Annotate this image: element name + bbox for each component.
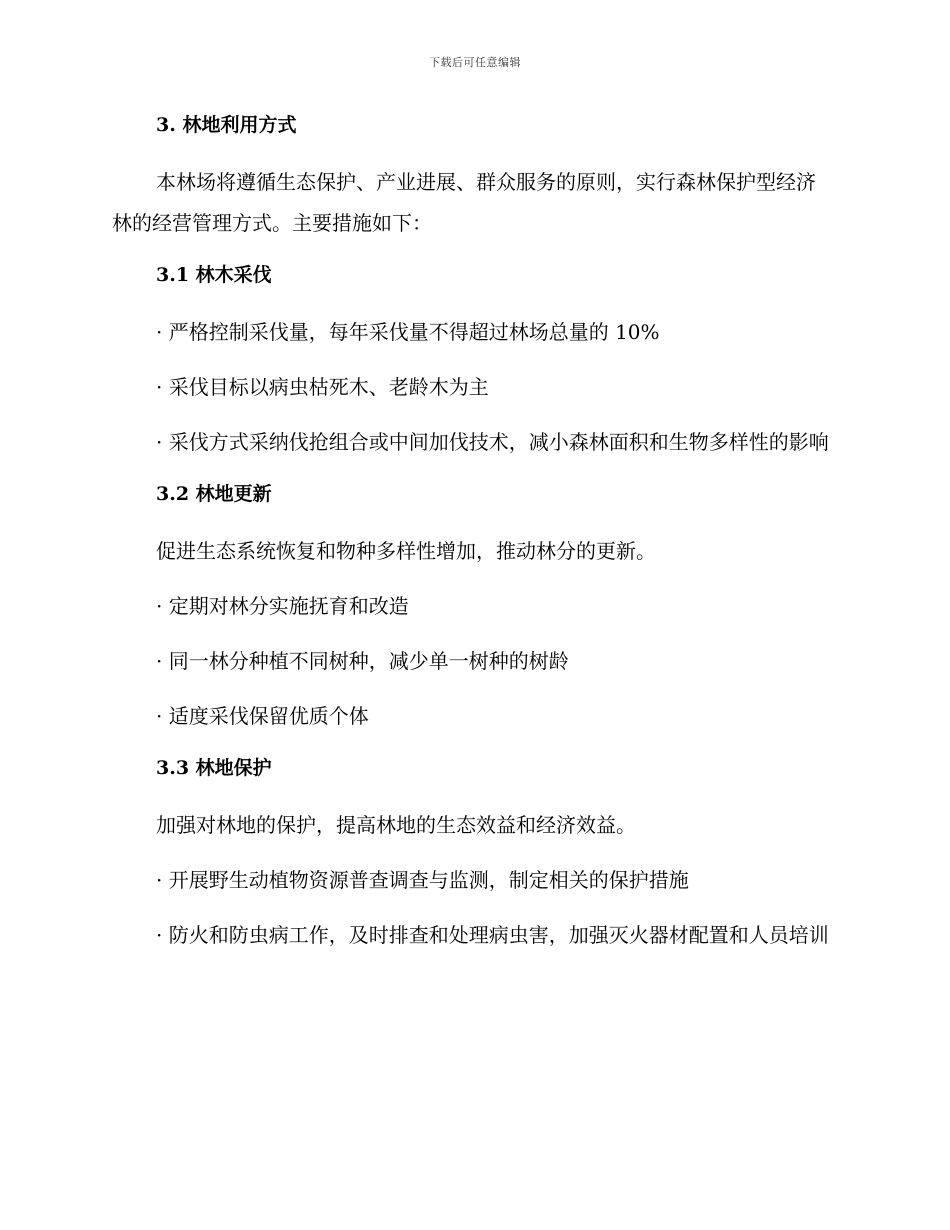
subsection-heading-3-3: 3.3 林地保护 — [156, 757, 272, 779]
list-item: · 适度采伐保留优质个体 — [156, 704, 369, 728]
subsection-intro-paragraph: 促进生态系统恢复和物种多样性增加，推动林分的更新。 — [156, 539, 656, 563]
subsection-heading-3-2: 3.2 林地更新 — [156, 483, 272, 505]
subsection-intro-paragraph: 加强对林地的保护，提高林地的生态效益和经济效益。 — [156, 813, 636, 837]
list-item: · 采伐目标以病虫枯死木、老龄木为主 — [156, 375, 489, 399]
list-item: · 定期对林分实施抚育和改造 — [156, 594, 409, 618]
list-item: · 采伐方式采纳伐抢组合或中间加伐技术，减小森林面积和生物多样性的影响 — [156, 430, 829, 454]
subsection-heading-3-1: 3.1 林木采伐 — [156, 264, 272, 286]
list-item: · 开展野生动植物资源普查调查与监测，制定相关的保护措施 — [156, 868, 689, 892]
list-item: · 严格控制采伐量，每年采伐量不得超过林场总量的 10% — [156, 320, 660, 344]
document-body — [112, 108, 832, 970]
section-intro-paragraph: 本林场将遵循生态保护、产业进展、群众服务的原则，实行森林保护型经济林的经营管理方式。主要措施如下： — [112, 170, 816, 235]
list-item: · 防火和防虫病工作，及时排查和处理病虫害，加强灭火器材配置和人员培训 — [156, 923, 829, 947]
section-heading: 3. 林地利用方式 — [156, 114, 297, 136]
list-item: · 同一林分种植不同树种，减少单一树种的树龄 — [156, 649, 569, 673]
header-note: 下载后可任意编辑 — [429, 56, 521, 69]
